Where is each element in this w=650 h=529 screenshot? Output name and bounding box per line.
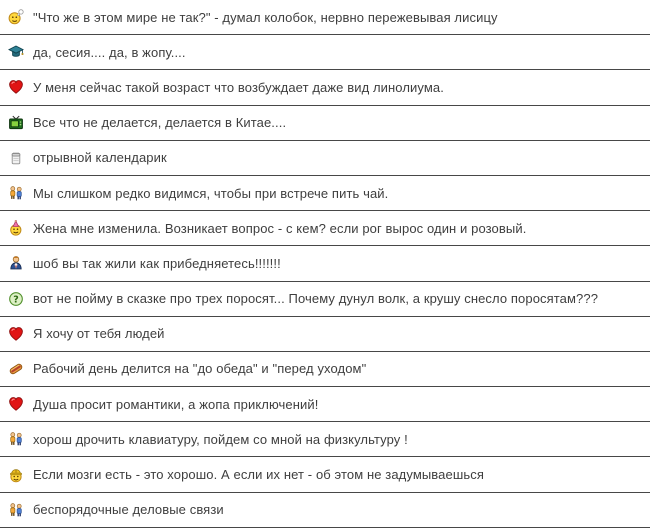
status-text: Рабочий день делится на "до обеда" и "перед уходом" <box>33 361 367 377</box>
party-smiley-icon <box>8 220 24 236</box>
couple-icon <box>8 502 24 518</box>
list-item[interactable] <box>0 106 650 141</box>
heart-icon <box>8 79 24 95</box>
tv-icon <box>8 115 24 131</box>
question-smiley-icon <box>8 291 24 307</box>
list-item[interactable] <box>0 211 650 246</box>
graduation-cap-icon <box>8 44 24 60</box>
status-text: отрывной календарик <box>33 150 167 166</box>
status-text: хорош дрочить клавиатуру, пойдем со мной на физкультуру ! <box>33 431 408 447</box>
notepad-icon <box>8 150 24 166</box>
builder-smiley-icon <box>8 467 24 483</box>
list-item[interactable] <box>0 317 650 352</box>
list-item[interactable] <box>0 493 650 528</box>
list-item[interactable] <box>0 0 650 35</box>
thinking-smiley-icon <box>8 9 24 25</box>
couple-icon <box>8 185 24 201</box>
status-text: да, сесия.... да, в жопу.... <box>33 44 186 60</box>
list-item[interactable] <box>0 387 650 422</box>
heart-icon <box>8 396 24 412</box>
list-item[interactable] <box>0 70 650 105</box>
status-text: Если мозги есть - это хорошо. А если их нет - об этом не задумываешься <box>33 467 484 483</box>
status-text: беспорядочные деловые связи <box>33 502 224 518</box>
status-text: "Что же в этом мире не так?" - думал колобок, нервно пережевывая лисицу <box>33 9 498 25</box>
status-text: Жена мне изменила. Возникает вопрос - с кем? если рог вырос один и розовый. <box>33 220 527 236</box>
businessman-icon <box>8 255 24 271</box>
list-item[interactable] <box>0 457 650 492</box>
status-text: Душа просит романтики, а жопа приключений! <box>33 396 319 412</box>
list-item[interactable] <box>0 246 650 281</box>
list-item[interactable] <box>0 35 650 70</box>
status-text: Все что не делается, делается в Китае.... <box>33 115 287 131</box>
status-text: У меня сейчас такой возраст что возбуждает даже вид линолиума. <box>33 79 444 95</box>
list-item[interactable] <box>0 282 650 317</box>
status-text: вот не пойму в сказке про трех поросят... Почему дунул волк, а крушу снесло поросятам??? <box>33 291 599 307</box>
hotdog-icon <box>8 361 24 377</box>
heart-icon <box>8 326 24 342</box>
list-item[interactable] <box>0 352 650 387</box>
couple-icon <box>8 431 24 447</box>
list-item[interactable] <box>0 176 650 211</box>
list-item[interactable] <box>0 422 650 457</box>
status-text: шоб вы так жили как прибедняетесь!!!!!!! <box>33 255 281 271</box>
status-text: Я хочу от тебя людей <box>33 326 165 342</box>
list-item[interactable] <box>0 141 650 176</box>
status-text: Мы слишком редко видимся, чтобы при встрече пить чай. <box>33 185 389 201</box>
